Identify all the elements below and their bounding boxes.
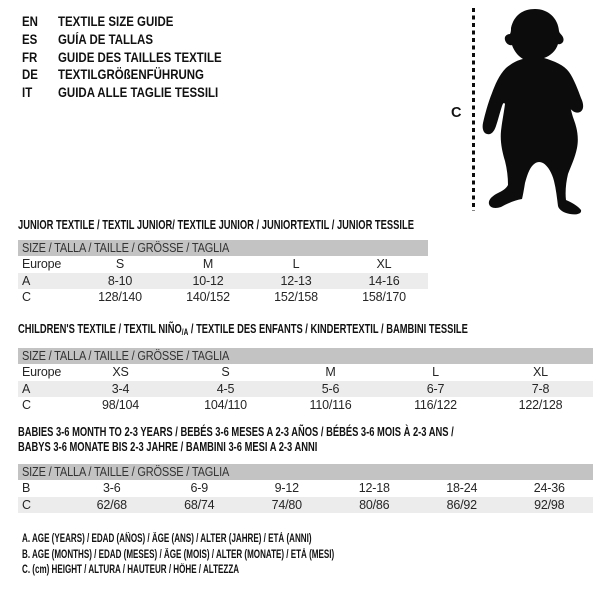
- size-header-bar: [18, 348, 593, 364]
- footnote-c: C. (cm) HEIGHT / ALTURA / HAUTEUR / HÖHE / ALTEZZA: [22, 564, 240, 576]
- size-cell: 8-10: [76, 273, 164, 290]
- row-label: C: [22, 398, 31, 413]
- language-title-list: [22, 13, 251, 101]
- table-row-age: [18, 381, 593, 398]
- size-cell: M: [202, 257, 214, 272]
- size-header-label: SIZE / TALLA / TAILLE / GRÖSSE / TAGLIA: [22, 465, 230, 479]
- size-cell: 62/68: [68, 497, 156, 514]
- toddler-silhouette-icon: [470, 2, 600, 217]
- size-cell: 92/98: [506, 497, 594, 514]
- table-row-height: [18, 397, 593, 414]
- size-cell: 80/86: [331, 497, 419, 514]
- row-label: C: [18, 497, 68, 514]
- children-size-table: [18, 348, 593, 414]
- size-header-label: SIZE / TALLA / TAILLE / GRÖSSE / TAGLIA: [22, 241, 230, 255]
- size-cell: 68/74: [156, 497, 244, 514]
- table-row-europe: [18, 256, 428, 273]
- children-title-text: / TEXTILE DES ENFANTS / KINDERTEXTIL / BAMBINI TESSILE: [188, 321, 468, 336]
- size-cell: 7-8: [488, 381, 593, 398]
- table-row-age: [18, 273, 428, 290]
- size-cell: S: [221, 365, 230, 380]
- size-cell: 12-18: [358, 481, 390, 496]
- size-cell: M: [325, 365, 336, 380]
- lang-title: GUIDE DES TAILLES TEXTILE: [58, 49, 222, 65]
- size-cell: 110/116: [309, 398, 352, 413]
- junior-section-title: JUNIOR TEXTILE / TEXTIL JUNIOR/ TEXTILE JUNIOR / JUNIORTEXTIL / JUNIOR TESSILE: [18, 217, 414, 232]
- size-cell: 6-9: [190, 481, 208, 496]
- babies-title-line2: BABYS 3-6 MONATE BIS 2-3 JAHRE / BAMBINI 3-6 MESI A 2-3 ANNI: [18, 439, 318, 454]
- children-title-text: CHILDREN'S TEXTILE / TEXTIL NIÑO: [18, 321, 182, 336]
- lang-row-fr: [22, 48, 251, 66]
- size-cell: 14-16: [340, 273, 428, 290]
- lang-title: TEXTILGRÖßENFÜHRUNG: [58, 67, 204, 83]
- size-cell: L: [432, 365, 439, 380]
- size-cell: 98/104: [101, 398, 140, 413]
- height-measure-label: C: [451, 105, 462, 121]
- footnotes: [22, 532, 468, 579]
- size-cell: XL: [533, 365, 548, 380]
- lang-code: IT: [22, 85, 33, 101]
- row-label: B: [22, 481, 31, 496]
- lang-code: FR: [22, 49, 38, 65]
- size-cell: 10-12: [164, 273, 252, 290]
- row-label: Europe: [22, 365, 62, 380]
- size-cell: 140/152: [186, 290, 230, 305]
- table-row-height: [18, 497, 593, 514]
- lang-row-en: [22, 13, 251, 31]
- children-section-title: [18, 321, 468, 340]
- size-cell: XS: [112, 365, 129, 380]
- size-cell: 4-5: [173, 381, 278, 398]
- table-row-months: [18, 480, 593, 497]
- size-cell: XL: [376, 257, 392, 272]
- size-cell: 6-7: [383, 381, 488, 398]
- table-row-height: [18, 289, 428, 306]
- junior-size-table: [18, 240, 428, 306]
- size-cell: 116/122: [414, 398, 457, 413]
- size-cell: 3-4: [68, 381, 173, 398]
- size-header-bar: [18, 240, 428, 256]
- table-row-europe: [18, 364, 593, 381]
- footnote-b: B. AGE (MONTHS) / EDAD (MESES) / ÂGE (MOIS) / ALTER (MONATE) / ETÀ (MESI): [22, 548, 335, 561]
- size-cell: 128/140: [98, 290, 142, 305]
- size-cell: 86/92: [418, 497, 506, 514]
- babies-title-line1: BABIES 3-6 MONTH TO 2-3 YEARS / BEBÉS 3-6 MESES A 2-3 AÑOS / BÉBÉS 3-6 MOIS À 2-3 ANS /: [18, 424, 454, 439]
- size-cell: 158/170: [362, 290, 406, 305]
- size-cell: S: [115, 257, 125, 272]
- size-header-bar: [18, 464, 593, 480]
- lang-row-es: [22, 31, 251, 49]
- size-cell: 18-24: [446, 481, 478, 496]
- size-cell: 74/80: [243, 497, 331, 514]
- size-cell: 104/110: [204, 398, 247, 413]
- size-cell: 152/158: [274, 290, 318, 305]
- lang-code: EN: [22, 14, 38, 30]
- lang-title: GUÍA DE TALLAS: [58, 32, 153, 48]
- lang-title: GUIDA ALLE TAGLIE TESSILI: [58, 85, 219, 101]
- row-label: A: [18, 273, 76, 290]
- size-header-label: SIZE / TALLA / TAILLE / GRÖSSE / TAGLIA: [22, 349, 230, 363]
- lang-title: TEXTILE SIZE GUIDE: [58, 14, 174, 30]
- size-cell: 24-36: [533, 481, 565, 496]
- lang-row-it: [22, 84, 251, 102]
- row-label: A: [18, 381, 68, 398]
- row-label: Europe: [22, 257, 62, 272]
- babies-size-table: [18, 464, 593, 513]
- babies-section-title: [18, 424, 454, 454]
- row-label: C: [22, 290, 31, 305]
- size-cell: 3-6: [103, 481, 121, 496]
- lang-row-de: [22, 66, 251, 84]
- size-cell: 122/128: [518, 398, 563, 413]
- size-cell: L: [292, 257, 300, 272]
- size-cell: 5-6: [278, 381, 383, 398]
- size-cell: 12-13: [252, 273, 340, 290]
- footnote-a: A. AGE (YEARS) / EDAD (AÑOS) / ÂGE (ANS) / ALTER (JAHRE) / ETÀ (ANNI): [22, 533, 312, 545]
- lang-code: DE: [22, 67, 38, 83]
- size-cell: 9-12: [274, 481, 299, 496]
- lang-code: ES: [22, 32, 38, 48]
- children-title-sub: /A: [181, 327, 189, 337]
